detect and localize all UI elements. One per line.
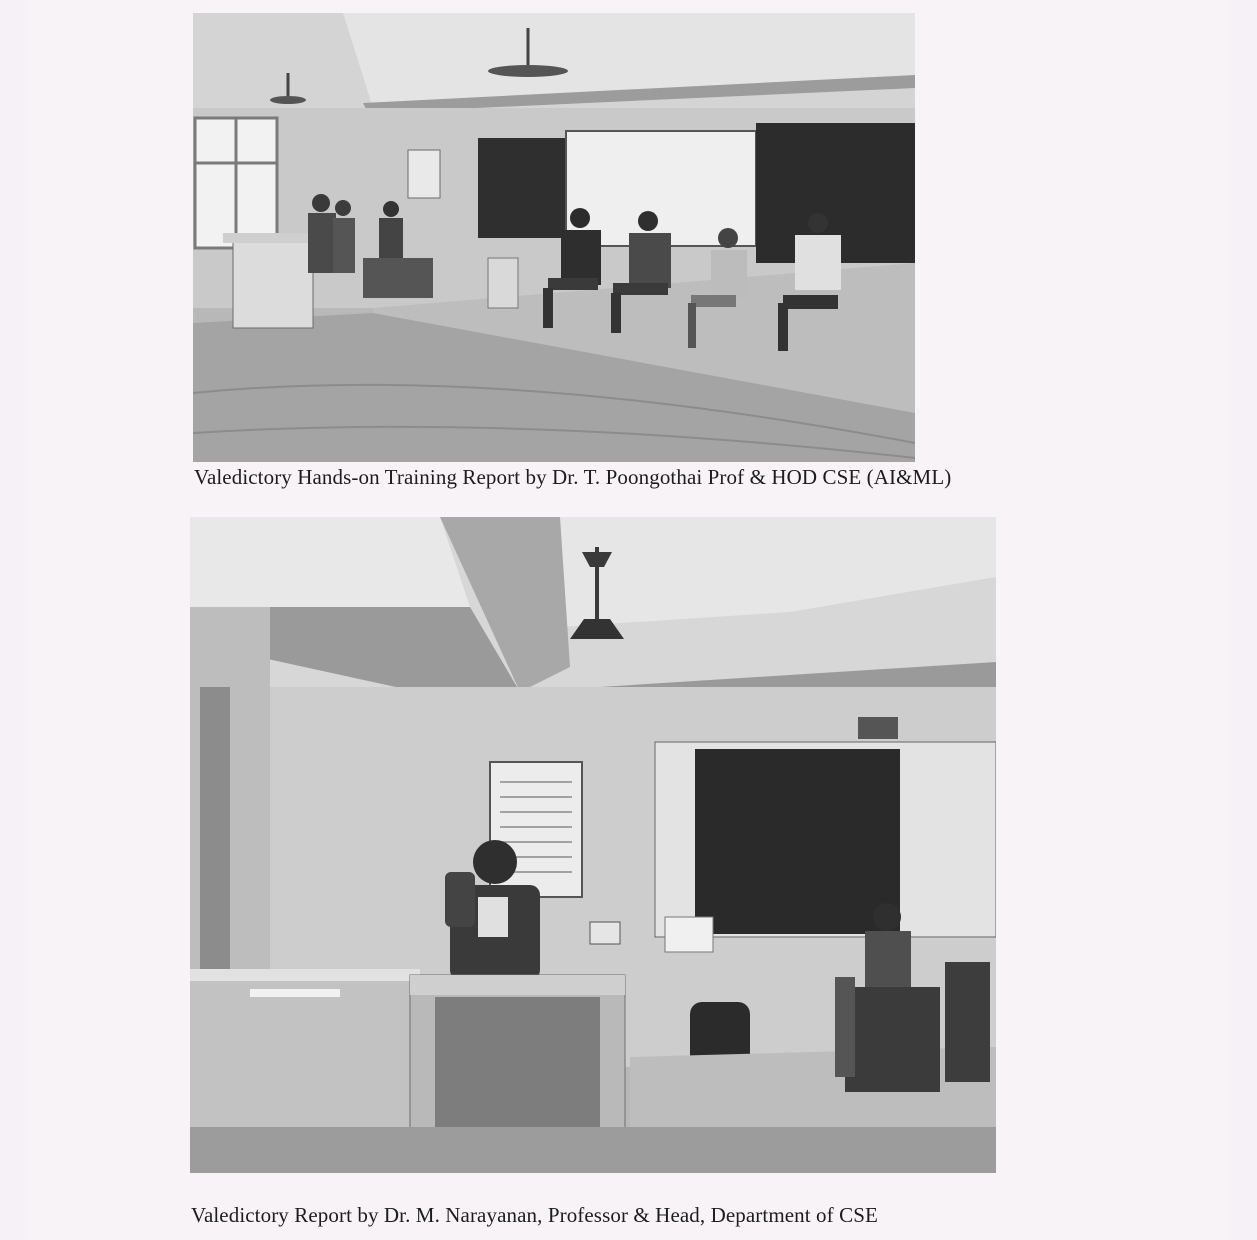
wall-poster — [408, 150, 440, 198]
podium — [233, 238, 313, 328]
ceiling-panel-left — [190, 517, 470, 607]
photo-valedictory-speaker — [190, 517, 996, 1173]
photo-valedictory-speaker-image — [190, 517, 996, 1173]
floor — [190, 1127, 996, 1173]
switch-board — [590, 922, 620, 944]
photo-valedictory-stage — [193, 13, 915, 462]
electrical-box — [665, 917, 713, 952]
photo-valedictory-stage-image — [193, 13, 915, 462]
table — [363, 258, 433, 298]
chair — [945, 962, 990, 1082]
blackboard — [695, 749, 900, 934]
speaker-person — [312, 194, 330, 212]
chair — [488, 258, 518, 308]
door-frame — [200, 687, 230, 987]
photo-caption-2: Valedictory Report by Dr. M. Narayanan, Professor & Head, Department of CSE — [191, 1203, 878, 1227]
photo-caption-1: Valedictory Hands-on Training Report by Dr. T. Poongothai Prof & HOD CSE (AI&ML) — [194, 465, 952, 489]
left-blackboard — [478, 138, 566, 238]
